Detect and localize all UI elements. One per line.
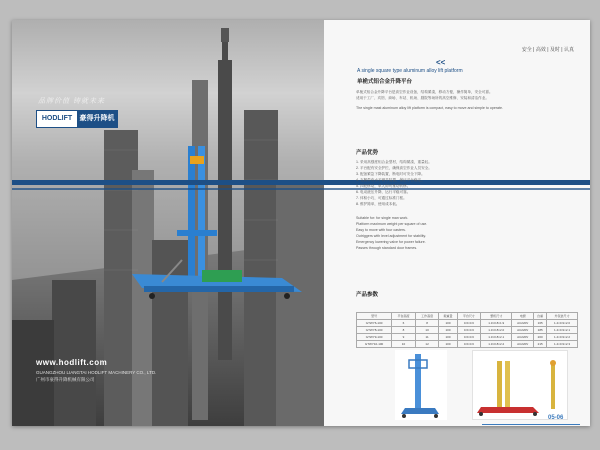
website-link[interactable]: www.hodlift.com [36,358,108,367]
table-cell: 1.4×0.9×2.0 [547,320,578,327]
nav-keywords: 安全 | 高效 | 及时 | 认真 [521,47,574,53]
advantage-item: 7. 体积小巧，可通过标准门框。 [356,196,407,200]
table-cell: GTWY6-100 [357,320,392,327]
table-cell: 0.6×0.6 [457,320,481,327]
table-cell: AC220V [512,341,534,348]
table-cell: 1.4×0.9×2.1 [547,327,578,334]
table-cell: 12 [415,341,439,348]
table-cell: 100 [439,320,457,327]
advantage-item: 3. 配备紧急下降装置，断电时可安全下降。 [356,172,425,176]
page-number: 05-06 [548,415,564,421]
advantage-item: 8. 维护简单，使用成本低。 [356,202,400,206]
product-image-single [395,350,447,420]
product-image-detail [472,350,568,420]
feature-en: Suitable for: for single man work. [356,216,409,220]
table-cell: AC220V [512,334,534,341]
table-cell: 1.3×0.8×2.1 [481,334,512,341]
feature-en: Passes through standard door frames. [356,246,418,250]
table-row [357,327,578,334]
intro-line: The single mast aluminum alloy lift platform is compact, easy to move and simple to operate. [356,106,504,110]
table-cell: 100 [439,327,457,334]
table-header: 自重 [534,313,547,320]
table-cell: 8 [415,320,439,327]
table-cell: 0.6×0.6 [457,334,481,341]
feature-en: Platform maximum weight per square of use. [356,222,428,226]
table-row [357,341,578,348]
table-cell: 8 [392,327,416,334]
table-cell: 0.6×0.6 [457,327,481,334]
table-header: 平台高度 [392,313,416,320]
table-cell: 100 [439,334,457,341]
table-row [357,320,578,327]
table-cell: 1.3×0.8×1.9 [481,320,512,327]
params-heading: 产品参数 [356,292,379,298]
brochure-spread [12,20,590,426]
arrow-icon: << [436,58,446,67]
table-header: 整机尺寸 [481,313,512,320]
table-header: 平台尺寸 [457,313,481,320]
left-page [12,20,324,426]
table-cell: 100 [439,341,457,348]
logo-cn: 豪得升降机 [77,111,117,127]
table-cell: 10 [392,341,416,348]
advantage-item: 6. 电动液压升降，运行平稳可靠。 [356,190,411,194]
table-cell: 1.4×0.9×2.2 [547,334,578,341]
feature-en: Outriggers with level adjustment for stability. [356,234,427,238]
table-header: 型号 [357,313,392,320]
table-header-row [357,313,578,320]
title-cn: 单桅式铝合金升降平台 [357,79,413,85]
advantage-item: 1. 采用高强度铝合金型材，结构紧凑，重量轻。 [356,160,432,164]
table-cell: 6 [392,320,416,327]
table-cell: GTWY8-100 [357,327,392,334]
slogan: 品牌价值 铸就未来 [38,98,105,105]
advantage-item: 5. 四轮移动，单人即可推动转移。 [356,184,411,188]
table-cell: 11 [415,334,439,341]
page-rule [482,424,580,425]
table-header: 工作高度 [415,313,439,320]
table-cell: 1.4×0.9×2.3 [547,341,578,348]
table-row [357,334,578,341]
logo-text: HODLIFT [41,115,73,122]
table-cell: AC220V [512,327,534,334]
table-cell: 1.3×0.8×2.0 [481,327,512,334]
table-cell: 9 [392,334,416,341]
address-cn: 广州市豪得升降机械有限公司 [36,377,95,382]
table-cell: 165 [534,320,547,327]
table-cell: AC220V [512,320,534,327]
table-header: 电源 [512,313,534,320]
table-header: 外包装尺寸 [547,313,578,320]
table-cell: 0.6×0.6 [457,341,481,348]
table-cell: 185 [534,327,547,334]
advantage-item: 2. 平台配有安全护栏，确保高空作业人员安全。 [356,166,432,170]
intro-line: 适用于工厂、宾馆、商场、车站、机场、剧院等场所的高空维修、安装和清洁作业。 [356,96,489,100]
title-en: A single square type aluminum alloy lift platform [357,68,463,74]
brand-logo [36,110,118,128]
tower-icon [218,60,232,360]
feature-en: Emergency lowering valve for power failure. [356,240,426,244]
address-en: GUANGZHOU LIANGTAI HODLIFT MACHINERY CO., LTD. [36,370,157,375]
advantages-heading: 产品优势 [356,150,379,156]
table-cell: 200 [534,334,547,341]
table-cell: GTWY9-100 [357,334,392,341]
table-cell: 1.3×0.8×2.2 [481,341,512,348]
table-cell: 10 [415,327,439,334]
table-cell: GTWY10-100 [357,341,392,348]
table-cell: 215 [534,341,547,348]
feature-en: Easy to move with four casters. [356,228,406,232]
advantage-item: 4. 支腿带有水平调节装置，保证平台稳定。 [356,178,425,182]
table-header: 载重量 [439,313,457,320]
params-table [356,312,578,348]
intro-line: 单桅式铝合金升降平台是高空作业设备，结构紧凑，移动方便，操作简单，安全可靠。 [356,90,493,94]
